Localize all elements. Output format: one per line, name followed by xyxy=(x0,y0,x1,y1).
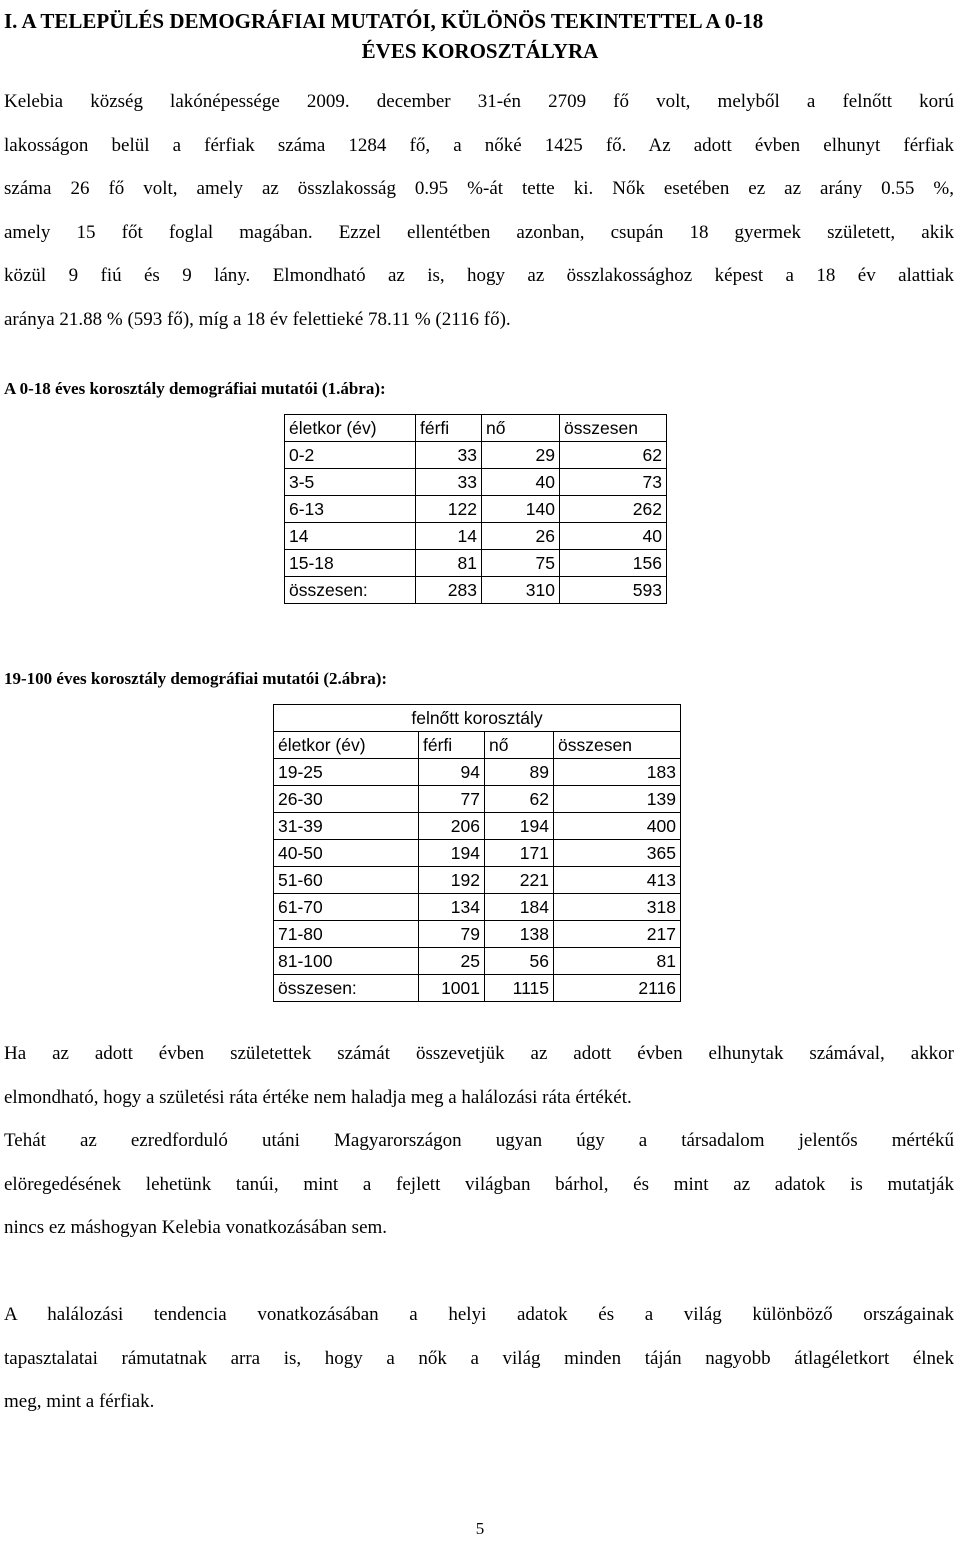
paragraph-line: elmondható, hogy a születési ráta értéke nem haladja meg a halálozási ráta értékét. xyxy=(4,1086,632,1108)
table2 xyxy=(273,704,681,1002)
table-total-row xyxy=(274,975,681,1002)
table-cell: 94 xyxy=(419,759,485,786)
table2-header-cell: nő xyxy=(485,732,554,759)
table-cell: 310 xyxy=(482,577,560,604)
intro-line: aránya 21.88 % (593 fő), míg a 18 év felettieké 78.11 % (2116 fő). xyxy=(4,308,511,330)
table-cell: 81 xyxy=(416,550,482,577)
table-cell: 184 xyxy=(485,894,554,921)
intro-line: száma 26 fő volt, amely az összlakosság 0.95 %-át tette ki. Nők esetében ez az arány 0.55 %, xyxy=(4,178,954,199)
table-cell: 51-60 xyxy=(274,867,419,894)
table-cell: 413 xyxy=(554,867,681,894)
table-row xyxy=(285,550,667,577)
table2-span-header: felnőtt korosztály xyxy=(274,705,681,732)
table-row xyxy=(285,469,667,496)
paragraph-line: A halálozási tendencia vonatkozásában a helyi adatok és a világ különböző országainak xyxy=(4,1304,954,1325)
table-cell: 89 xyxy=(485,759,554,786)
table-cell: 192 xyxy=(419,867,485,894)
table-cell: 31-39 xyxy=(274,813,419,840)
intro-paragraph xyxy=(4,80,954,341)
table-row xyxy=(274,921,681,948)
table-total-row xyxy=(285,577,667,604)
table-cell: 365 xyxy=(554,840,681,867)
table-row xyxy=(274,840,681,867)
table-cell: 26-30 xyxy=(274,786,419,813)
table-cell: 400 xyxy=(554,813,681,840)
heading-line-2: ÉVES KOROSZTÁLYRA xyxy=(361,39,599,63)
table-row xyxy=(285,523,667,550)
table-row xyxy=(274,867,681,894)
table-cell: összesen: xyxy=(274,975,419,1002)
table-row xyxy=(285,442,667,469)
paragraph-mortality xyxy=(4,1293,954,1424)
table-cell: 318 xyxy=(554,894,681,921)
table-cell: 139 xyxy=(554,786,681,813)
paragraph-line: elöregedésének lehetünk tanúi, mint a fejlett világban bárhol, és mint az adatok is mutatják xyxy=(4,1173,954,1195)
table2-header-row xyxy=(274,732,681,759)
table-cell: 33 xyxy=(416,469,482,496)
table-cell: 206 xyxy=(419,813,485,840)
table-cell: 29 xyxy=(482,442,560,469)
table-cell: 1115 xyxy=(485,975,554,1002)
table-cell: 19-25 xyxy=(274,759,419,786)
table2-caption: 19-100 éves korosztály demográfiai mutatói (2.ábra): xyxy=(4,669,388,688)
table1-header-row xyxy=(285,415,667,442)
table-row xyxy=(274,894,681,921)
table-cell: 262 xyxy=(560,496,667,523)
table-cell: 81-100 xyxy=(274,948,419,975)
table-cell: 15-18 xyxy=(285,550,416,577)
table-cell: 6-13 xyxy=(285,496,416,523)
table-cell: 61-70 xyxy=(274,894,419,921)
table-cell: 194 xyxy=(419,840,485,867)
table-row xyxy=(274,948,681,975)
table-cell: 81 xyxy=(554,948,681,975)
table-cell: 1001 xyxy=(419,975,485,1002)
table-row xyxy=(274,759,681,786)
table1-header-cell: férfi xyxy=(416,415,482,442)
table-cell: 221 xyxy=(485,867,554,894)
table1 xyxy=(284,414,667,604)
table-cell: 79 xyxy=(419,921,485,948)
intro-line: lakosságon belül a férfiak száma 1284 fő, a nőké 1425 fő. Az adott évben elhunyt férfiak xyxy=(4,134,954,156)
paragraph-ageing xyxy=(4,1119,954,1250)
table-cell: 183 xyxy=(554,759,681,786)
table-cell: 2116 xyxy=(554,975,681,1002)
paragraph-birth-death xyxy=(4,1032,954,1119)
table1-caption: A 0-18 éves korosztály demográfiai mutatói (1.ábra): xyxy=(4,379,386,398)
table-row xyxy=(285,496,667,523)
table-cell: 140 xyxy=(482,496,560,523)
paragraph-line: meg, mint a férfiak. xyxy=(4,1391,155,1412)
paragraph-line: Tehát az ezredforduló utáni Magyarországon ugyan úgy a társadalom jelentős mértékű xyxy=(4,1130,954,1151)
intro-line: Kelebia község lakónépessége 2009. december 31-én 2709 fő volt, melyből a felnőtt korú xyxy=(4,91,954,112)
table-cell: 62 xyxy=(560,442,667,469)
table-cell: 3-5 xyxy=(285,469,416,496)
table2-header-cell: férfi xyxy=(419,732,485,759)
heading-line-1: I. A TELEPÜLÉS DEMOGRÁFIAI MUTATÓI, KÜLÖNÖS TEKINTETTEL A 0-18 xyxy=(4,9,764,33)
table-cell: 33 xyxy=(416,442,482,469)
intro-line: közül 9 fiú és 9 lány. Elmondható az is, hogy az összlakossághoz képest a 18 év alattiak xyxy=(4,265,954,286)
table1-header-cell: összesen xyxy=(560,415,667,442)
table1-header-cell: életkor (év) xyxy=(285,415,416,442)
table-cell: 138 xyxy=(485,921,554,948)
table-cell: 14 xyxy=(285,523,416,550)
table-cell: összesen: xyxy=(285,577,416,604)
paragraph-line: nincs ez máshogyan Kelebia vonatkozásában sem. xyxy=(4,1217,388,1238)
table-row xyxy=(274,813,681,840)
table2-header-cell: összesen xyxy=(554,732,681,759)
page-number: 5 xyxy=(475,1519,485,1538)
table-cell: 134 xyxy=(419,894,485,921)
table-cell: 40 xyxy=(560,523,667,550)
table-cell: 73 xyxy=(560,469,667,496)
table-cell: 71-80 xyxy=(274,921,419,948)
table-cell: 77 xyxy=(419,786,485,813)
table-cell: 156 xyxy=(560,550,667,577)
table-cell: 122 xyxy=(416,496,482,523)
table-cell: 217 xyxy=(554,921,681,948)
table-cell: 171 xyxy=(485,840,554,867)
section-heading xyxy=(0,6,960,66)
table-row xyxy=(274,786,681,813)
table-cell: 14 xyxy=(416,523,482,550)
table-cell: 593 xyxy=(560,577,667,604)
table-cell: 283 xyxy=(416,577,482,604)
table2-span-header-row xyxy=(274,705,681,732)
table1-header-cell: nő xyxy=(482,415,560,442)
paragraph-line: tapasztalatai rámutatnak arra is, hogy a nők a világ minden táján nagyobb átlagéletkort élnek xyxy=(4,1347,954,1369)
table2-header-cell: életkor (év) xyxy=(274,732,419,759)
table-cell: 56 xyxy=(485,948,554,975)
intro-line: amely 15 főt foglal magában. Ezzel ellentétben azonban, csupán 18 gyermek született, akik xyxy=(4,221,954,243)
table-cell: 25 xyxy=(419,948,485,975)
table-cell: 40 xyxy=(482,469,560,496)
table-cell: 62 xyxy=(485,786,554,813)
table-cell: 26 xyxy=(482,523,560,550)
table-cell: 75 xyxy=(482,550,560,577)
table-cell: 40-50 xyxy=(274,840,419,867)
table-cell: 194 xyxy=(485,813,554,840)
table-cell: 0-2 xyxy=(285,442,416,469)
paragraph-line: Ha az adott évben születettek számát összevetjük az adott évben elhunytak számával, akkor xyxy=(4,1043,954,1064)
